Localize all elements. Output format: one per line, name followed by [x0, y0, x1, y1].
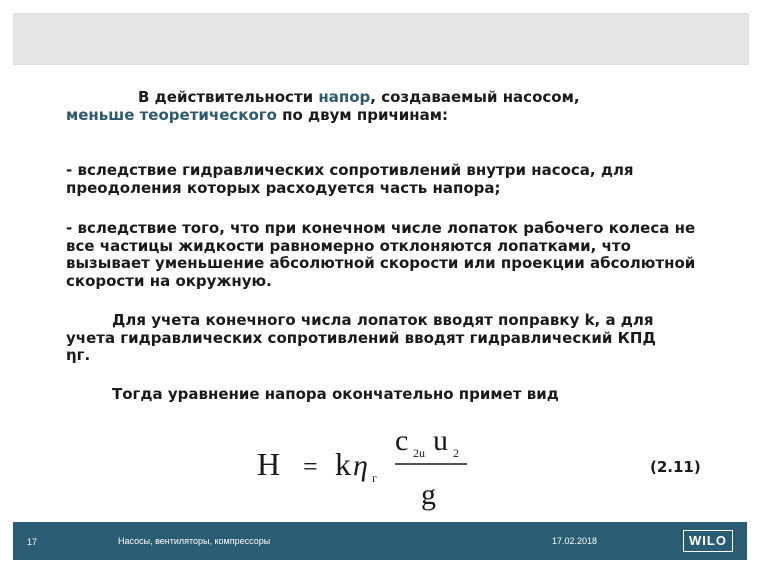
- formula-u-sub: 2: [453, 446, 459, 460]
- formula-equals: =: [303, 452, 318, 481]
- formula-c: c: [395, 424, 409, 457]
- formula-eta: η: [353, 449, 368, 482]
- equation-number: (2.11): [650, 458, 701, 476]
- final-equation-intro: Тогда уравнение напора окончательно примет вид: [112, 385, 559, 403]
- course-title: Насосы, вентиляторы, компрессоры: [118, 536, 271, 546]
- formula-H: H: [257, 446, 281, 482]
- page-number: 17: [27, 537, 38, 547]
- intro-text-end: по двум причинам:: [276, 105, 449, 124]
- formula-eta-sub: г: [372, 471, 377, 485]
- header-bar: [13, 13, 749, 65]
- correction-line1: Для учета конечного числа лопаток вводят поправку k, а для: [112, 311, 654, 329]
- formula-k: k: [335, 446, 351, 482]
- intro-text: В действительности: [138, 88, 319, 106]
- correction-paragraph: [66, 312, 726, 365]
- intro-highlight-head: напор: [318, 88, 371, 106]
- wilo-logo: WILO: [683, 530, 733, 552]
- correction-line3: ηг.: [66, 346, 91, 364]
- correction-line2: учета гидравлических сопротивлений вводят гидравлический КПД: [66, 328, 656, 347]
- intro-highlight-less: меньше теоретического: [66, 105, 277, 124]
- bullet-finite-blades: - вследствие того, что при конечном числе лопаток рабочего колеса не все частицы жидкости равномерно отклоняются лопатками, что вызывает уменьшение абсолютной скорости или проекции абсолютной скорости на окружную.: [66, 219, 696, 290]
- slide-date: 17.02.2018: [552, 536, 598, 546]
- formula-g: g: [421, 478, 436, 511]
- intro-text-cont: , создаваемый насосом,: [370, 88, 580, 106]
- head-equation: [255, 420, 495, 515]
- bullet-hydraulic-resistance: - вследствие гидравлических сопротивлений внутри насоса, для преодоления которых расходуется часть напора;: [66, 161, 634, 197]
- formula-c-sub: 2u: [413, 446, 425, 460]
- intro-paragraph: [66, 89, 676, 124]
- formula-u: u: [433, 424, 448, 457]
